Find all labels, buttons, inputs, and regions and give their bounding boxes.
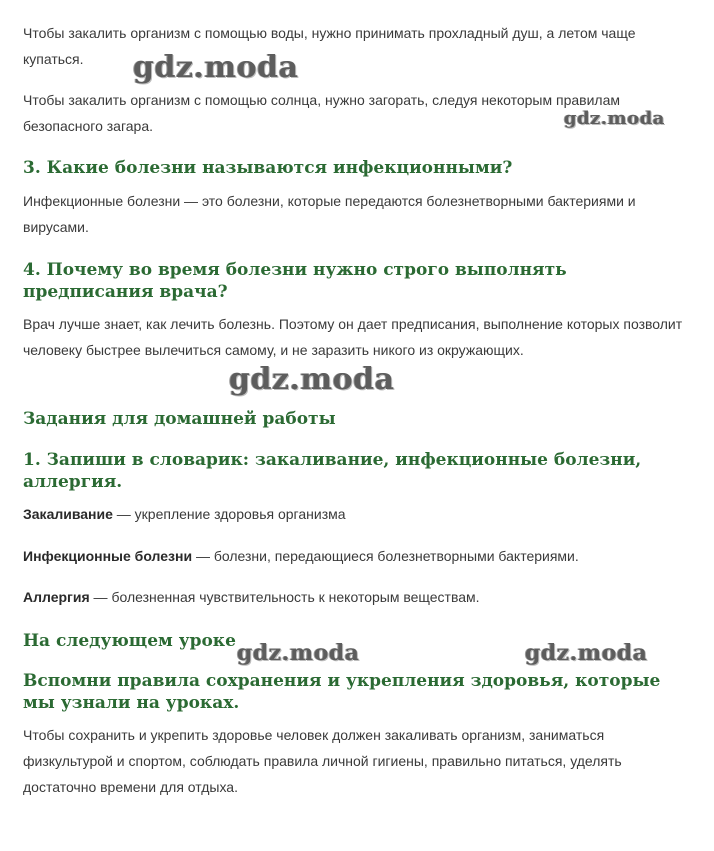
definition-term: Закаливание xyxy=(23,506,113,522)
next-lesson-subheading: Вспомни правила сохранения и укрепления здоровья, которые мы узнали на уроках. xyxy=(23,671,661,713)
question-3-heading: 3. Какие болезни называются инфекционными? xyxy=(23,158,513,178)
watermark-logo: gdz.moda xyxy=(564,108,665,129)
definition-text: — укрепление здоровья организма xyxy=(112,506,346,522)
task-1-heading: 1. Запиши в словарик: закаливание, инфекционные болезни, аллергия. xyxy=(23,450,642,492)
homework-heading: Задания для домашней работы xyxy=(23,409,336,429)
question-3-answer: Инфекционные болезни — это болезни, которые передаются болезнетворными бактериями и вирусами. xyxy=(23,193,636,235)
next-lesson-answer: Чтобы сохранить и укрепить здоровье человек должен закаливать организм, заниматься физкультурой и спортом, соблюдать правила личной гигиены, правильно питаться, уделять достаточно времени для отдыха. xyxy=(23,727,622,795)
paragraph-sun-hardening: Чтобы закалить организм с помощью солнца, нужно загорать, следуя некоторым правилам безопасного загара. xyxy=(23,92,620,134)
definition-hardening xyxy=(23,501,693,527)
definition-allergy xyxy=(23,584,693,610)
definition-text: — болезненная чувствительность к некоторым веществам. xyxy=(89,589,480,605)
watermark-logo: gdz.moda xyxy=(525,640,648,666)
next-lesson-heading: На следующем уроке xyxy=(23,631,236,651)
watermark-logo: gdz.moda xyxy=(133,50,299,85)
definition-infectious xyxy=(23,543,693,569)
definition-text: — болезни, передающиеся болезнетворными бактериями. xyxy=(192,548,579,564)
question-4-answer: Врач лучше знает, как лечить болезнь. Поэтому он дает предписания, выполнение которых позволит человеку быстрее вылечиться самому, и не заразить никого из окружающих. xyxy=(23,316,683,358)
definition-term: Аллергия xyxy=(23,589,90,605)
definition-term: Инфекционные болезни xyxy=(23,548,193,564)
watermark-logo: gdz.moda xyxy=(237,640,360,666)
paragraph-water-hardening: Чтобы закалить организм с помощью воды, нужно принимать прохладный душ, а летом чаще купаться. xyxy=(23,25,636,67)
watermark-logo: gdz.moda xyxy=(229,362,395,397)
question-4-heading: 4. Почему во время болезни нужно строго выполнять предписания врача? xyxy=(23,260,567,302)
